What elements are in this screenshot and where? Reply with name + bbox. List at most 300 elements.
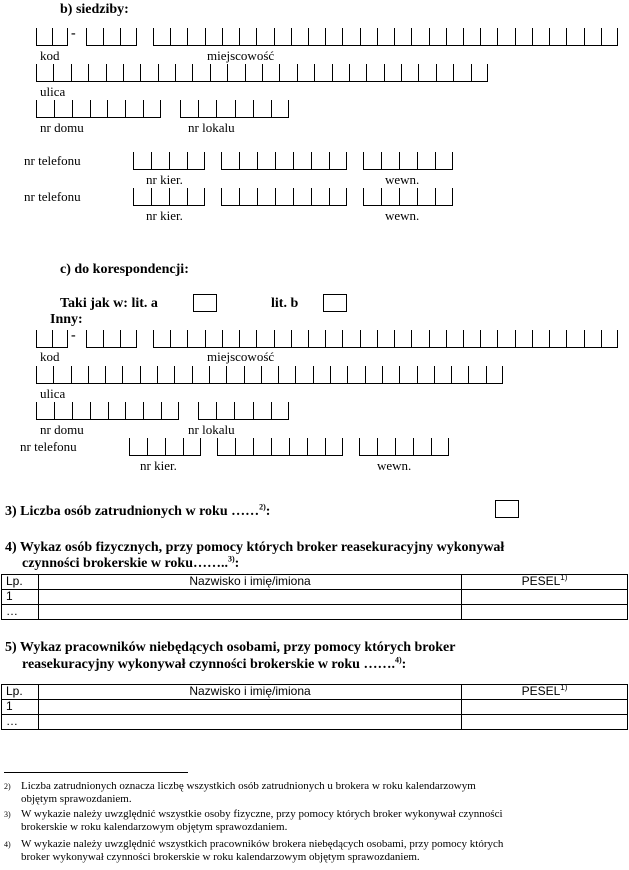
- char-cell: [245, 64, 262, 82]
- char-cell: [262, 64, 279, 82]
- footnote-4-num: 4): [4, 840, 11, 849]
- char-cell: [235, 438, 253, 456]
- c-nr-domu-label: nr domu: [40, 422, 84, 437]
- char-cell: [325, 330, 342, 348]
- char-cell: [434, 366, 451, 384]
- c-nr-kier-label: nr kier.: [140, 458, 177, 473]
- col-nazwisko: Nazwisko i imię/imiona: [39, 575, 462, 590]
- kod-part1-input[interactable]: [36, 28, 68, 46]
- char-cell: [417, 152, 435, 170]
- char-baseline: [36, 117, 161, 118]
- char-cell: [36, 366, 53, 384]
- char-cell: [90, 402, 108, 420]
- section-3-title: [5, 504, 270, 520]
- char-cell: [291, 28, 308, 46]
- char-cell: [394, 330, 411, 348]
- table-row: [2, 605, 628, 620]
- char-cell: [192, 64, 209, 82]
- section-4-suffix: :: [234, 556, 240, 571]
- section-5-line2-wrap: [22, 657, 406, 673]
- char-baseline: [36, 419, 179, 420]
- char-cell: [257, 188, 275, 206]
- char-cell: [342, 28, 359, 46]
- char-cell: [566, 330, 583, 348]
- char-baseline: [217, 455, 343, 456]
- section-3-suffix: :: [265, 504, 271, 519]
- section-c-title: c) do korespondencji:: [60, 262, 189, 277]
- char-cell: [90, 100, 108, 118]
- char-cell: [221, 152, 239, 170]
- cell-pesel[interactable]: [462, 605, 628, 620]
- char-cell: [446, 28, 463, 46]
- char-cell: [187, 152, 205, 170]
- employee-count-input[interactable]: [495, 500, 519, 518]
- table-individuals: [1, 574, 628, 620]
- char-cell: [221, 188, 239, 206]
- char-cell: [329, 152, 347, 170]
- char-cell: [399, 188, 417, 206]
- char-cell: [140, 64, 157, 82]
- char-cell: [170, 330, 187, 348]
- char-cell: [239, 28, 256, 46]
- char-cell: [187, 28, 204, 46]
- char-cell: [497, 28, 514, 46]
- c-telefon-numer-input[interactable]: [217, 438, 343, 456]
- char-cell: [227, 64, 244, 82]
- footnote-4-line2: broker wykonywał czynności brokerskie w roku kalendarzowym objętym sprawozdaniem.: [21, 851, 420, 863]
- char-cell: [297, 64, 314, 82]
- c-wewn-label: wewn.: [377, 458, 412, 473]
- char-cell: [253, 438, 271, 456]
- cell-lp: 1: [2, 590, 39, 605]
- section-b-title: b) siedziby:: [60, 2, 129, 17]
- char-cell: [106, 64, 123, 82]
- char-cell: [234, 402, 252, 420]
- table-non-employees: [1, 684, 628, 730]
- char-cell: [216, 100, 234, 118]
- c-kod-dash: -: [71, 328, 76, 343]
- lit-b-label: lit. b: [271, 296, 299, 311]
- cell-lp: …: [2, 715, 39, 730]
- char-cell: [347, 366, 364, 384]
- char-baseline: [221, 205, 347, 206]
- char-cell: [307, 438, 325, 456]
- c-miejscowosc-label: miejscowość: [207, 349, 275, 364]
- wewn-label-1: wewn.: [385, 172, 420, 187]
- char-cell: [271, 402, 289, 420]
- nr-telefonu-label-1: nr telefonu: [24, 153, 81, 168]
- char-cell: [103, 330, 120, 348]
- section-4-line2: czynności brokerskie w roku……..: [22, 556, 228, 571]
- char-cell: [366, 64, 383, 82]
- same-as-label: Taki jak w: lit. a: [60, 296, 158, 311]
- ulica-input[interactable]: [36, 64, 488, 82]
- char-cell: [120, 330, 137, 348]
- col-lp: Lp.: [2, 575, 39, 590]
- char-cell: [88, 366, 105, 384]
- char-cell: [515, 28, 532, 46]
- char-cell: [532, 330, 549, 348]
- footnote-ref-2: 2): [259, 502, 266, 512]
- char-cell: [274, 28, 291, 46]
- kod-label: kod: [40, 48, 60, 63]
- char-cell: [417, 366, 434, 384]
- cell-nazwisko[interactable]: [39, 590, 462, 605]
- char-cell: [153, 28, 170, 46]
- char-cell: [435, 188, 453, 206]
- char-cell: [120, 28, 137, 46]
- cell-nazwisko[interactable]: [39, 700, 462, 715]
- c-nr-telefonu-label: nr telefonu: [20, 439, 77, 454]
- char-cell: [384, 64, 401, 82]
- nr-domu-label: nr domu: [40, 120, 84, 135]
- footnote-divider: [4, 772, 188, 773]
- section-5-line2: reasekuracyjny wykonywał czynności brokerskie w roku …….: [22, 657, 395, 672]
- char-baseline: [36, 45, 68, 46]
- char-cell: [158, 64, 175, 82]
- col-pesel-label: PESEL: [521, 684, 561, 698]
- char-cell: [289, 438, 307, 456]
- char-cell: [239, 330, 256, 348]
- char-baseline: [359, 455, 449, 456]
- char-cell: [480, 28, 497, 46]
- c-nr-domu-input[interactable]: [36, 402, 179, 420]
- char-cell: [486, 366, 503, 384]
- ulica-label: ulica: [40, 84, 66, 99]
- char-cell: [311, 152, 329, 170]
- telefon1-wewn-input[interactable]: [363, 152, 453, 170]
- cell-pesel[interactable]: [462, 700, 628, 715]
- footnote-ref-1: 1): [560, 573, 568, 582]
- char-baseline: [363, 169, 453, 170]
- char-cell: [497, 330, 514, 348]
- char-cell: [86, 28, 103, 46]
- char-cell: [471, 64, 488, 82]
- char-cell: [52, 330, 68, 348]
- char-cell: [147, 438, 165, 456]
- section-5-suffix: :: [401, 657, 407, 672]
- char-cell: [239, 188, 257, 206]
- char-cell: [274, 330, 291, 348]
- table-row: [2, 715, 628, 730]
- char-cell: [256, 330, 273, 348]
- char-cell: [169, 152, 187, 170]
- char-cell: [205, 28, 222, 46]
- char-cell: [549, 330, 566, 348]
- char-cell: [584, 28, 601, 46]
- c-telefon-wewn-input[interactable]: [359, 438, 449, 456]
- char-cell: [36, 330, 52, 348]
- char-cell: [36, 28, 52, 46]
- lit-b-checkbox[interactable]: [323, 294, 347, 312]
- char-cell: [271, 438, 289, 456]
- char-cell: [325, 438, 343, 456]
- char-cell: [532, 28, 549, 46]
- table-header-row: [2, 575, 628, 590]
- col-pesel: [462, 575, 628, 590]
- char-cell: [174, 366, 191, 384]
- char-cell: [601, 330, 618, 348]
- footnote-3-num: 3): [4, 810, 11, 819]
- char-cell: [170, 28, 187, 46]
- char-cell: [468, 366, 485, 384]
- cell-pesel[interactable]: [462, 715, 628, 730]
- char-cell: [165, 438, 183, 456]
- char-cell: [180, 100, 198, 118]
- char-cell: [107, 100, 125, 118]
- char-cell: [314, 64, 331, 82]
- char-cell: [381, 152, 399, 170]
- footnote-3-line1: W wykazie należy uwzględnić wszystkie osoby fizyczne, przy pomocy których broker wykonywał czynności: [21, 808, 503, 820]
- char-cell: [359, 438, 377, 456]
- char-cell: [143, 402, 161, 420]
- footnote-ref-3: 3): [228, 554, 235, 564]
- char-cell: [480, 330, 497, 348]
- footnote-3-line2: brokerskie w roku kalendarzowym objętym sprawozdaniem.: [21, 821, 288, 833]
- c-nr-lokalu-label: nr lokalu: [188, 422, 235, 437]
- char-cell: [363, 152, 381, 170]
- char-cell: [36, 100, 54, 118]
- char-baseline: [36, 347, 68, 348]
- char-baseline: [198, 419, 289, 420]
- char-cell: [377, 330, 394, 348]
- char-cell: [394, 28, 411, 46]
- char-cell: [401, 64, 418, 82]
- char-baseline: [86, 347, 137, 348]
- char-cell: [72, 402, 90, 420]
- char-cell: [332, 64, 349, 82]
- char-cell: [103, 28, 120, 46]
- char-cell: [342, 330, 359, 348]
- char-cell: [325, 28, 342, 46]
- char-cell: [436, 64, 453, 82]
- char-cell: [105, 366, 122, 384]
- char-baseline: [36, 81, 488, 82]
- lit-a-checkbox[interactable]: [193, 294, 217, 312]
- char-cell: [133, 188, 151, 206]
- char-cell: [256, 28, 273, 46]
- c-telefon-kier-input[interactable]: [129, 438, 201, 456]
- char-cell: [293, 188, 311, 206]
- cell-nazwisko[interactable]: [39, 605, 462, 620]
- char-cell: [329, 188, 347, 206]
- cell-lp: …: [2, 605, 39, 620]
- telefon1-kier-input[interactable]: [133, 152, 205, 170]
- c-ulica-label: ulica: [40, 386, 66, 401]
- char-cell: [275, 152, 293, 170]
- char-cell: [463, 28, 480, 46]
- char-cell: [566, 28, 583, 46]
- section-3-text: 3) Liczba osób zatrudnionych w roku ……: [5, 504, 260, 519]
- telefon2-kier-input[interactable]: [133, 188, 205, 206]
- char-cell: [431, 438, 449, 456]
- char-cell: [381, 188, 399, 206]
- table-header-row: [2, 685, 628, 700]
- nr-kier-label-2: nr kier.: [146, 208, 183, 223]
- wewn-label-2: wewn.: [385, 208, 420, 223]
- footnote-2-line2: objętym sprawozdaniem.: [21, 793, 132, 805]
- char-cell: [313, 366, 330, 384]
- char-cell: [209, 366, 226, 384]
- char-cell: [52, 28, 68, 46]
- telefon2-wewn-input[interactable]: [363, 188, 453, 206]
- section-4-line1: 4) Wykaz osób fizycznych, przy pomocy których broker reasekuracyjny wykonywał: [5, 540, 505, 555]
- char-cell: [295, 366, 312, 384]
- char-cell: [239, 152, 257, 170]
- inny-label: Inny:: [50, 312, 83, 327]
- col-nazwisko: Nazwisko i imię/imiona: [39, 685, 462, 700]
- char-cell: [187, 330, 204, 348]
- char-cell: [129, 438, 147, 456]
- char-cell: [71, 64, 88, 82]
- kod-dash: -: [71, 26, 76, 41]
- char-cell: [157, 366, 174, 384]
- section-5-line1: 5) Wykaz pracowników niebędących osobami, przy pomocy których broker: [5, 640, 456, 655]
- char-cell: [235, 100, 253, 118]
- char-baseline: [153, 45, 618, 46]
- c-kod-label: kod: [40, 349, 60, 364]
- char-cell: [125, 100, 143, 118]
- char-cell: [143, 100, 161, 118]
- char-cell: [226, 366, 243, 384]
- char-cell: [151, 188, 169, 206]
- footnote-2-num: 2): [4, 782, 11, 791]
- char-cell: [54, 402, 72, 420]
- c-ulica-input[interactable]: [36, 366, 503, 384]
- char-cell: [278, 366, 295, 384]
- char-cell: [122, 366, 139, 384]
- char-cell: [446, 330, 463, 348]
- cell-pesel[interactable]: [462, 590, 628, 605]
- char-cell: [275, 188, 293, 206]
- telefon1-numer-input[interactable]: [221, 152, 347, 170]
- char-cell: [413, 438, 431, 456]
- char-cell: [453, 64, 470, 82]
- char-baseline: [36, 383, 503, 384]
- nr-kier-label-1: nr kier.: [146, 172, 183, 187]
- char-cell: [257, 152, 275, 170]
- char-cell: [411, 28, 428, 46]
- char-baseline: [86, 45, 137, 46]
- c-kod-part1-input[interactable]: [36, 330, 68, 348]
- char-cell: [54, 100, 72, 118]
- char-cell: [293, 152, 311, 170]
- char-cell: [549, 28, 566, 46]
- char-cell: [418, 64, 435, 82]
- char-cell: [198, 100, 216, 118]
- char-cell: [153, 330, 170, 348]
- char-cell: [53, 64, 70, 82]
- char-cell: [261, 366, 278, 384]
- char-cell: [108, 402, 126, 420]
- table-row: [2, 590, 628, 605]
- col-pesel-label: PESEL: [521, 574, 561, 588]
- char-cell: [311, 188, 329, 206]
- char-baseline: [133, 205, 205, 206]
- char-cell: [515, 330, 532, 348]
- char-cell: [271, 100, 289, 118]
- char-cell: [244, 366, 261, 384]
- char-cell: [36, 402, 54, 420]
- char-cell: [584, 330, 601, 348]
- c-nr-lokalu-input[interactable]: [198, 402, 289, 420]
- char-cell: [222, 28, 239, 46]
- char-cell: [71, 366, 88, 384]
- telefon2-numer-input[interactable]: [221, 188, 347, 206]
- char-cell: [360, 28, 377, 46]
- footnote-2-line1: Liczba zatrudnionych oznacza liczbę wszystkich osób zatrudnionych u brokera w roku kalendarzowym: [21, 780, 476, 792]
- char-cell: [86, 330, 103, 348]
- footnote-ref-4: 4): [394, 655, 402, 665]
- footnote-4-line1: W wykazie należy uwzględnić wszystkich pracowników brokera niebędących osobami, przy pomocy których: [21, 838, 504, 850]
- char-cell: [601, 28, 618, 46]
- char-cell: [123, 64, 140, 82]
- nr-telefonu-label-2: nr telefonu: [24, 189, 81, 204]
- char-cell: [363, 188, 381, 206]
- char-cell: [88, 64, 105, 82]
- char-baseline: [221, 169, 347, 170]
- footnote-2: [4, 780, 604, 806]
- char-cell: [308, 330, 325, 348]
- cell-lp: 1: [2, 700, 39, 715]
- char-cell: [253, 402, 271, 420]
- footnote-4: [4, 838, 604, 864]
- char-cell: [151, 152, 169, 170]
- nr-lokalu-input[interactable]: [180, 100, 289, 118]
- char-cell: [192, 366, 209, 384]
- char-baseline: [180, 117, 289, 118]
- c-miejscowosc-input[interactable]: [153, 330, 618, 348]
- char-cell: [291, 330, 308, 348]
- footnote-3: [4, 808, 604, 834]
- char-baseline: [153, 347, 618, 348]
- char-cell: [399, 152, 417, 170]
- char-cell: [140, 366, 157, 384]
- char-cell: [435, 152, 453, 170]
- char-cell: [411, 330, 428, 348]
- char-cell: [377, 28, 394, 46]
- char-cell: [198, 402, 216, 420]
- char-cell: [429, 330, 446, 348]
- char-cell: [205, 330, 222, 348]
- footnote-ref-1: 1): [560, 683, 568, 692]
- char-baseline: [133, 169, 205, 170]
- char-cell: [161, 402, 179, 420]
- nr-domu-input[interactable]: [36, 100, 161, 118]
- char-cell: [360, 330, 377, 348]
- char-cell: [377, 438, 395, 456]
- char-cell: [72, 100, 90, 118]
- kod-part2-input[interactable]: [86, 28, 137, 46]
- miejscowosc-input[interactable]: [153, 28, 618, 46]
- char-cell: [451, 366, 468, 384]
- char-cell: [187, 188, 205, 206]
- col-pesel: [462, 685, 628, 700]
- table-row: [2, 700, 628, 715]
- char-cell: [330, 366, 347, 384]
- char-cell: [365, 366, 382, 384]
- section-4-line2-wrap: [22, 556, 239, 572]
- char-cell: [463, 330, 480, 348]
- char-cell: [169, 188, 187, 206]
- char-cell: [308, 28, 325, 46]
- cell-nazwisko[interactable]: [39, 715, 462, 730]
- char-cell: [217, 438, 235, 456]
- char-cell: [395, 438, 413, 456]
- c-kod-part2-input[interactable]: [86, 330, 137, 348]
- char-baseline: [129, 455, 201, 456]
- char-cell: [36, 64, 53, 82]
